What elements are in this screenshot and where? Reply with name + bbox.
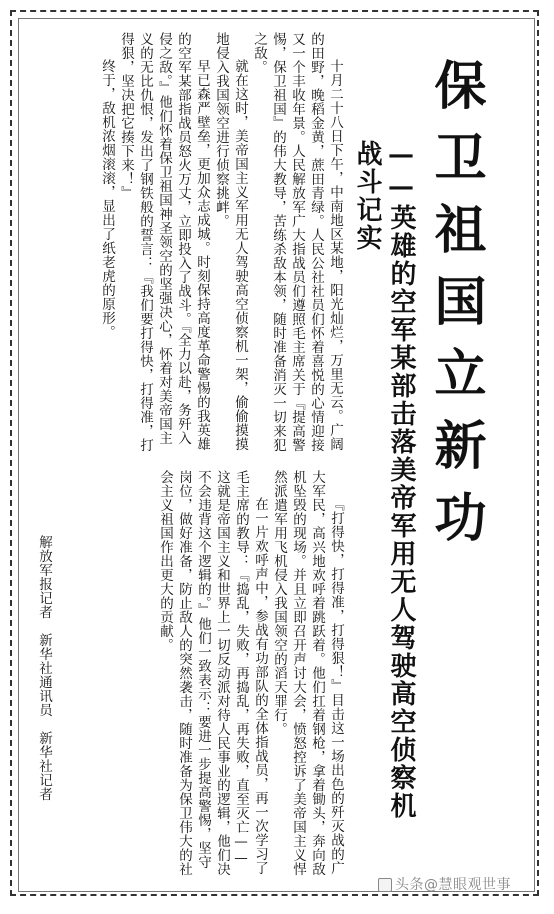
toutiao-logo-icon — [378, 878, 392, 892]
watermark: 头条@慧眼观世事 — [395, 877, 511, 893]
article-subtitle: ——英雄的空军某部击落美帝军用无人驾驶高空侦察机战斗记实 — [352, 140, 416, 820]
paragraph: 早已森严壁垒，更加众志成城。时刻保持高度革命警惕的我英雄的空军某部指战员怒火万丈，立即投入了战斗。『全力以赴，务歼入侵之敌。』他们怀着保卫祖国神圣领空的坚强决心，怀着对美帝国主义的无比仇恨，发出了钢铁般的誓言：『我们要打得快，打得准，打得狠，坚决把它揍下来！』 — [118, 32, 210, 452]
paragraph: 就在这时，美帝国主义军用无人驾驶高空侦察机一架，偷偷摸摸地侵入我国领空进行侦察挑衅。 — [213, 32, 248, 451]
article-byline: 解放军报记者 新华社通讯员 新华社记者 — [36, 535, 52, 801]
paragraph: 在一片欢呼声中，参战有功部队的全体指战员，再一次学习了毛主席的教导：『捣乱，失败，再捣乱，再失败，直至灭亡——这就是帝国主义和世界上一切反动派对待人民事业的逻辑，他们决不会违背这个逻辑的。』他们一致表示：要进一步提高警惕，坚守岗位，做好准备，防止敌人的突然袭击，随时准备为保卫伟大的社会主义祖国作出更大的贡献。 — [157, 470, 268, 876]
paragraph: 十月二十八日下午，中南地区某地，阳光灿烂，万里无云。广阔的田野，晚稻金黄，蔗田青绿。人民公社社员们怀着喜悦的心情迎接又一个丰收年景。人民解放军广大指战员们遵照毛主席关于『提高警惕，保卫祖国』的伟大教导，苦练杀敌本领，随时准备消灭一切来犯之敌。 — [251, 32, 343, 452]
article-title: 保卫祖国立新功 — [425, 58, 486, 562]
article-body-lower — [60, 470, 345, 880]
paragraph: 『打得快，打得准，打得狠！』目击这一场出色的歼灭战的广大军民，高兴地欢呼着跳跃着。他们扛着钢枪，拿着锄头，奔向敌机坠毁的现场。并且立即召开声讨大会，愤怒控诉了美帝国主义悍然派遣军用飞机侵入我国领空的滔天罪行。 — [271, 470, 344, 876]
article-body-upper — [24, 32, 344, 452]
paragraph: 终于，敌机浓烟滚滚，显出了纸老虎的原形。 — [99, 59, 115, 339]
